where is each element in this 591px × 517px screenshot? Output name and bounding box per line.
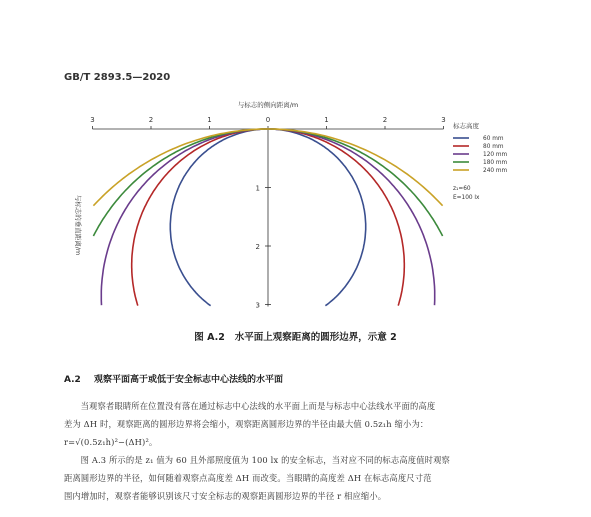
caption-text: 水平面上观察距离的圆形边界，示意 2 <box>234 332 397 343</box>
chart-plot-area <box>74 100 508 310</box>
x-axis-title: 与标志的侧向距离/m <box>237 101 299 109</box>
y-axis-title: 与标志的垂直距离/m <box>74 194 82 256</box>
x-tick-label: 2 <box>148 116 154 124</box>
caption-label: 图 A.2 <box>194 332 225 343</box>
paragraph-line: r=√(0.5z₁h)²−(ΔH)²。 <box>64 437 158 447</box>
standard-id: GB/T 2893.5—2020 <box>64 72 171 83</box>
figure-caption <box>0 329 591 343</box>
series-curve-left <box>93 129 268 206</box>
section-number: A.2 <box>64 375 81 385</box>
x-tick-label: 1 <box>207 116 212 124</box>
paragraph-line: 围内增加时，观察者能够识别该尺寸安全标志的观察距离圆形边界的半径 r 相应缩小。 <box>64 491 387 501</box>
series-curve-left <box>170 129 268 306</box>
y-tick-label: 3 <box>255 301 260 310</box>
series-curve-right <box>268 129 443 206</box>
section-heading <box>64 372 283 385</box>
legend-label: 60 mm <box>483 136 504 142</box>
legend-label: 120 mm <box>483 152 508 158</box>
x-tick-label: 3 <box>441 116 446 124</box>
y-tick-label: 2 <box>255 243 260 251</box>
x-tick-label: 1 <box>324 116 329 124</box>
legend-label: 80 mm <box>483 144 504 150</box>
legend-condition: z₁=60 <box>453 186 471 192</box>
paragraph-line: 距离圆形边界的半径，如何随着观察点高度差 ΔH 而改变。当眼睛的高度差 ΔH 在标志高度尺寸范 <box>64 473 432 483</box>
series-curve-right <box>268 129 366 306</box>
legend-label: 180 mm <box>483 160 508 166</box>
legend-condition: E=100 lx <box>453 195 480 201</box>
x-tick-label: 2 <box>382 116 388 124</box>
legend-label: 240 mm <box>483 168 508 174</box>
paragraph-line: 差为 ΔH 时，观察距离的圆形边界将会缩小，观察距离圆形边界的半径由最大值 0.5z₁h 缩小为： <box>64 419 429 429</box>
paragraph-line: 图 A.3 所示的是 z₁ 值为 60 且外部照度值为 100 lx 的安全标志，当对应不同的标志高度值时观察 <box>80 455 451 465</box>
x-tick-label: 3 <box>90 116 95 124</box>
legend-title: 标志高度 <box>453 122 479 130</box>
x-tick-label: 0 <box>265 116 271 124</box>
y-tick-label: 1 <box>255 184 260 193</box>
paragraph-2 <box>64 451 530 505</box>
section-title: 观察平面高于或低于安全标志中心法线的水平面 <box>93 375 283 385</box>
series-curve-left <box>132 129 268 306</box>
series-curve-right <box>268 129 404 306</box>
paragraph-line: 当观察者眼睛所在位置没有落在通过标志中心法线的水平面上而是与标志中心法线水平面的高度 <box>80 401 436 411</box>
paragraph-1 <box>64 397 530 451</box>
